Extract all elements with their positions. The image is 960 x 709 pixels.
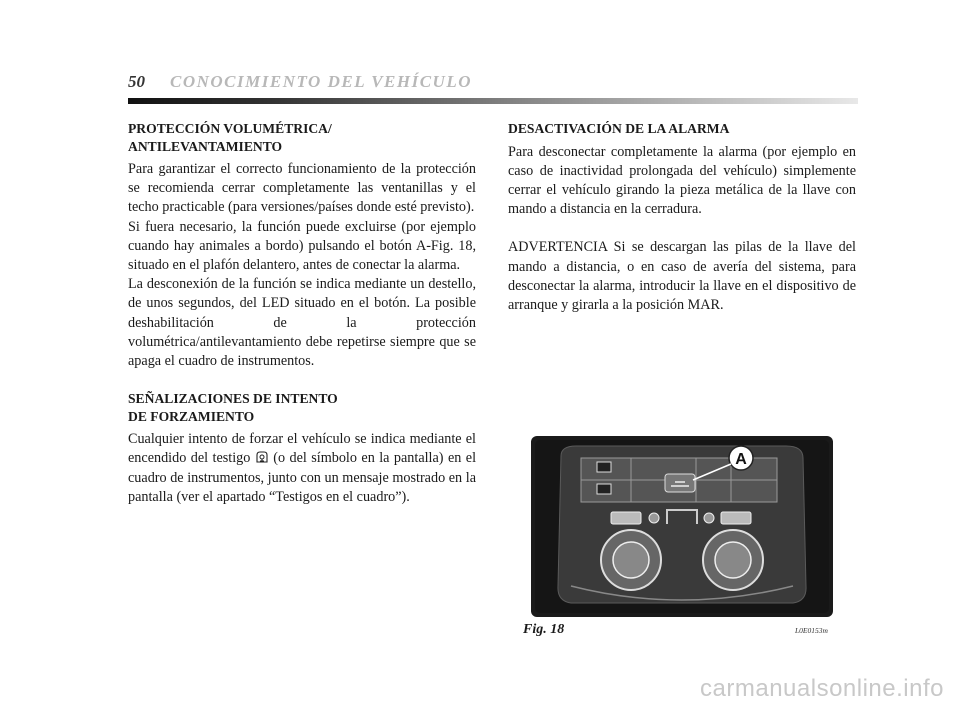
paragraph: Para garantizar el correcto funcionamiento de la protección se recomienda cerrar completamente las ventanillas y el techo practicable (para versiones/países donde esté previsto).: [128, 161, 476, 216]
heading-alarm-deactivation: DESACTIVACIÓN DE LA ALARMA: [508, 121, 730, 136]
heading-forcing-signals: [128, 390, 476, 425]
figure-caption: Fig. 18: [523, 622, 565, 637]
callout-label: A: [735, 451, 747, 468]
header-rule: [128, 98, 858, 104]
text-run: (o del símbolo en la pantalla) en el cuadro de instrumentos, junto con un mensaje mostrado en la pantalla (ver el apartado “Testigos en el cuadro”).: [128, 450, 477, 505]
paragraph: [128, 430, 476, 507]
heading-line: ANTILEVANTAMIENTO: [128, 138, 283, 154]
heading-volumetric-protection: [128, 120, 476, 155]
text-run: Cualquier intento de forzar el vehículo se indica mediante el encendido del testigo: [128, 431, 476, 467]
heading-line: PROTECCIÓN VOLUMÉTRICA/: [128, 121, 332, 136]
paragraph: Si fuera necesario, la función puede excluirse (por ejemplo cuando hay animales a bordo) pulsando el botón A-Fig. 18, situado en el plafón delantero, antes de conectar la alarma.: [128, 218, 476, 274]
heading-line: DE FORZAMIENTO: [128, 408, 255, 424]
paragraph: Para desconectar completamente la alarma (por ejemplo en caso de inactividad prolongada del vehículo) simplemente cerrar el vehículo girando la pieza metálica de la llave con mando a distancia en la cerradura.: [508, 143, 856, 218]
paragraph: La desconexión de la función se indica mediante un destello, de unos segundos, del LED situado en el botón. La posible deshabilitación de la protección volumétrica/antilevantamiento debe repetirse siempre que se apaga el cuadro de instrumentos.: [128, 276, 476, 370]
alarm-warning-icon: [255, 450, 269, 464]
running-header: CONOCIMIENTO DEL VEHÍCULO: [170, 72, 472, 91]
figure-ceiling-panel: [531, 436, 833, 617]
figure-code: L0E0153m: [795, 626, 828, 635]
heading-line: SEÑALIZACIONES DE INTENTO: [128, 391, 338, 407]
page-number: 50: [128, 72, 145, 91]
right-column: [508, 120, 856, 315]
left-column: [128, 120, 476, 507]
paragraph: ADVERTENCIA Si se descargan las pilas de la llave del mando a distancia, o en caso de avería del sistema, para desconectar la alarma, introducir la llave en el dispositivo de arranque y girarla a la posición MAR.: [508, 239, 856, 313]
watermark: carmanualsonline.info: [700, 675, 944, 702]
